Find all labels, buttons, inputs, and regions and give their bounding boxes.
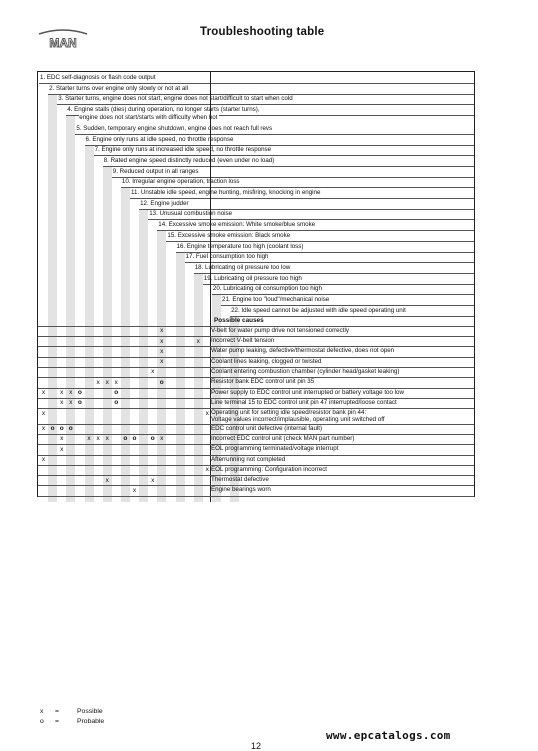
symptom-label: 15. Excessive smoke emission: Black smoke: [167, 231, 291, 239]
cause-mark: x: [132, 486, 137, 494]
cause-mark: x: [60, 389, 64, 396]
cause-row-line: [38, 496, 474, 497]
cause-mark: o: [159, 378, 164, 386]
symptom-label: 6. Engine only runs at idle speed, no throttle response: [85, 135, 234, 143]
cause-mark: x: [41, 456, 46, 463]
cause-text: Coolant lines leaking, clogged or twisted: [211, 357, 322, 365]
cause-text: Coolant entering combustion chamber (cylinder head/gasket leaking): [211, 367, 400, 375]
cause-mark: x: [205, 409, 209, 417]
cause-mark: x: [41, 425, 46, 433]
cause-text: EOL programming: Configuration incorrect: [211, 465, 328, 473]
cause-mark: x: [160, 435, 164, 443]
cause-text: Thermostat defective: [211, 476, 269, 484]
cause-text: Afterrunning not completed: [211, 455, 286, 463]
symptom-label: 11. Unstable idle speed, engine hunting, misfiring, knocking in engine: [131, 189, 321, 196]
cause-text: EOL programming terminated/voltage interrupt: [211, 445, 339, 453]
symptom-label: 4. Engine stalls (dies) during operation, no longer starts (starter turns),: [67, 106, 260, 114]
symptom-label: 14. Excessive smoke emission: White smoke/blue smoke: [158, 221, 316, 229]
cause-mark: o: [68, 425, 73, 433]
cause-text: Voltage values incorrect/implausible, operating unit switched off: [211, 416, 385, 424]
symptom-label: 21. Engine too "loud"/mechanical noise: [222, 296, 330, 303]
cause-mark: o: [114, 399, 119, 407]
cause-mark: o: [59, 425, 64, 433]
logo-text: MAN: [49, 36, 77, 50]
cause-mark: x: [41, 409, 46, 417]
cause-mark: o: [123, 435, 128, 443]
man-logo: [37, 28, 89, 52]
symptom-label: 20. Lubricating oil consumption too high: [212, 285, 322, 293]
legend-meaning: Possible: [77, 708, 103, 715]
cause-text: EDC control unit defective (internal fault): [211, 424, 323, 432]
cause-mark: x: [69, 399, 73, 407]
cause-mark: x: [60, 445, 64, 453]
column-stripe: [139, 209, 148, 502]
legend-probable: [40, 718, 104, 725]
cause-mark: x: [105, 378, 109, 386]
cause-text: Incorrect V-belt tension: [211, 337, 275, 344]
symptom-label: 22. Idle speed cannot be adjusted with idle speed operating unit: [231, 306, 406, 314]
cause-mark: x: [151, 476, 155, 484]
symptom-underline: [230, 316, 474, 317]
symptom-label: 16. Engine temperature too high (coolant loss): [176, 242, 304, 250]
cause-text: Resistor bank EDC control unit pin 35: [211, 378, 315, 386]
cause-mark: x: [160, 337, 164, 345]
symptom-label: 18. Lubricating oil pressure too low: [194, 263, 291, 271]
cause-mark: x: [87, 435, 91, 443]
legend-possible: [40, 708, 103, 715]
symptom-label: engine does not start/starts with difficulty when hot: [79, 113, 218, 121]
symptom-label: 19. Lubricating oil pressure too high: [203, 274, 302, 282]
cause-mark: o: [77, 399, 82, 407]
symptom-label: 9. Reduced output in all ranges: [112, 167, 199, 175]
watermark: www.epcatalogs.com: [326, 729, 451, 742]
symptom-label: 1. EDC self-diagnosis or flash code output: [40, 74, 156, 81]
cause-mark: x: [60, 399, 64, 407]
legend-equals: =: [55, 718, 59, 725]
cause-text: Operating unit for setting idle speed/resistor bank pin 44:: [211, 409, 367, 417]
cause-mark: x: [69, 389, 73, 396]
cause-mark: o: [77, 389, 82, 396]
cause-text: Incorrect EDC control unit (check MAN part number): [211, 434, 355, 442]
cause-mark: x: [96, 435, 100, 443]
symptom-label: 8. Rated engine speed distinctly reduced (even under no load): [103, 156, 275, 164]
cause-mark: o: [132, 435, 137, 443]
cause-mark: x: [205, 466, 209, 474]
page-number: 12: [251, 741, 262, 751]
column-stripe: [103, 166, 112, 502]
cause-mark: x: [105, 476, 109, 484]
cause-mark: o: [150, 435, 155, 443]
legend-symbol: x: [40, 708, 44, 715]
cause-mark: x: [105, 435, 109, 443]
cause-text: Line terminal 15 to EDC control unit pin 47 interrupted/loose contact: [211, 398, 397, 406]
cause-mark: o: [114, 389, 119, 396]
symptom-label: 17. Fuel consumption too high: [185, 253, 269, 261]
cause-mark: o: [50, 425, 55, 433]
symptom-label: 13. Unusual combustion noise: [149, 210, 233, 218]
cause-mark: x: [114, 378, 118, 386]
cause-mark: x: [41, 389, 46, 396]
cause-mark: x: [160, 327, 164, 335]
symptom-label: 7. Engine only runs at increased idle speed, no throttle response: [94, 146, 272, 154]
symptom-label: 3. Starter turns, engine does not start, engine does not start/difficult to start when cold: [58, 95, 293, 103]
cause-mark: x: [151, 368, 155, 376]
cause-text: Engine bearings worn: [211, 486, 271, 494]
cause-text: V-belt for water pump drive not tensioned correctly: [211, 326, 349, 334]
possible-causes-heading: Possible causes: [214, 316, 264, 324]
symptom-label: 10. Irregular engine operation, traction loss: [121, 178, 240, 186]
page-title: Troubleshooting table: [200, 26, 325, 38]
cause-mark: x: [160, 358, 164, 366]
symptom-label: 2. Starter turns over engine only slowly or not at all: [49, 84, 189, 92]
cause-mark: x: [60, 435, 64, 443]
symptom-label: 12. Engine judder: [140, 199, 189, 207]
troubleshooting-table: [37, 71, 475, 497]
legend-meaning: Probable: [77, 718, 105, 725]
legend-symbol: o: [40, 718, 44, 725]
column-stripe: [85, 145, 94, 503]
cause-mark: x: [96, 378, 100, 386]
column-stripe: [48, 94, 57, 502]
cause-mark: x: [196, 337, 200, 345]
cause-mark: x: [160, 347, 164, 355]
cause-text: Water pump leaking, defective/thermostat defective, does not open: [211, 347, 395, 355]
legend-equals: =: [55, 708, 59, 715]
symptom-label: 5. Sudden, temporary engine shutdown, engine does not reach full revs: [76, 124, 273, 132]
cause-text: Power supply to EDC control unit interrupted or battery voltage too low: [211, 388, 404, 396]
